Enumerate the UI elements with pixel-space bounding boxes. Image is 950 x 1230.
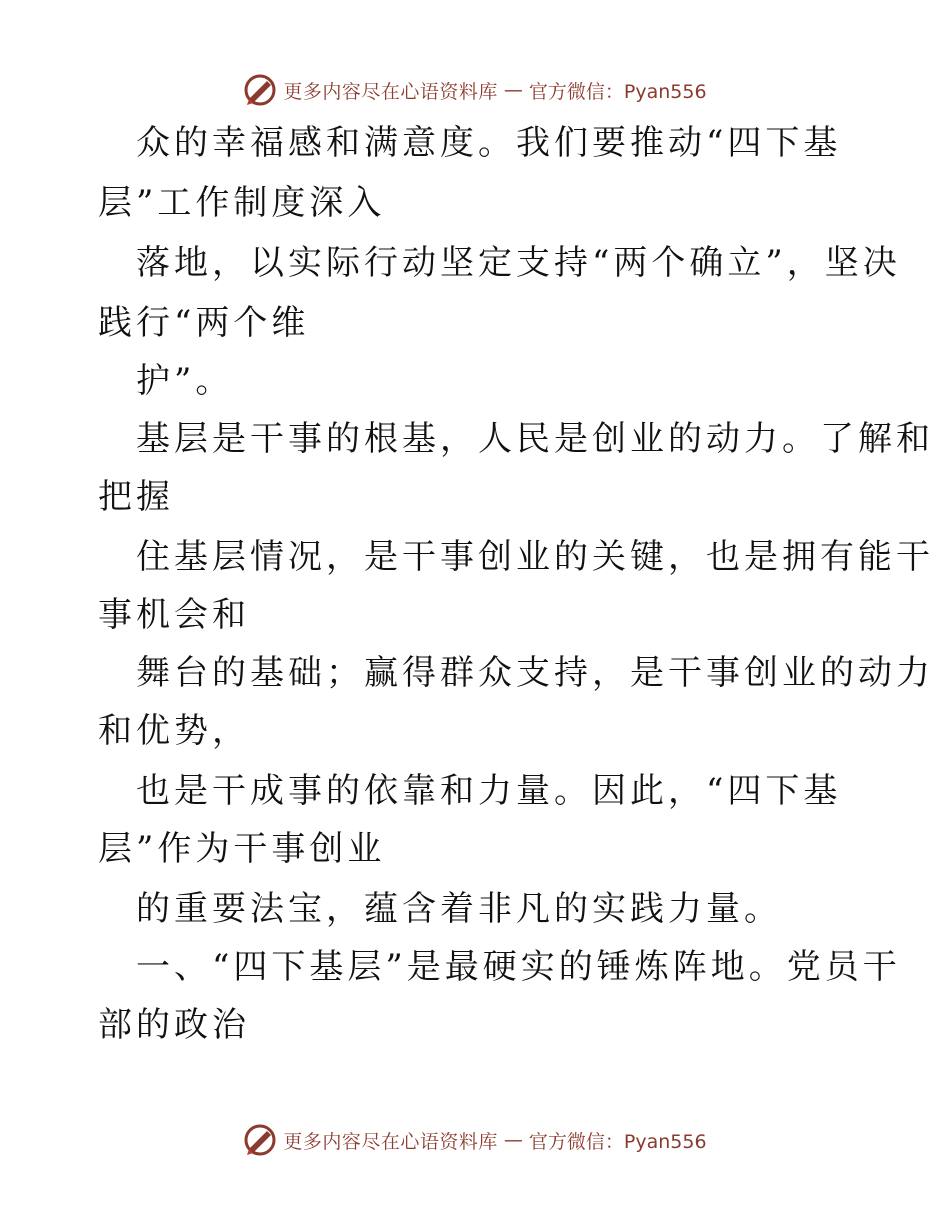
body-line: 事机会和 [98, 595, 250, 635]
body-line: 众的幸福感和满意度。我们要推动“四下基 [136, 123, 842, 163]
header-separator: — [503, 79, 523, 101]
body-line: 和优势， [98, 711, 250, 751]
body-line: 层”工作制度深入 [98, 183, 386, 223]
pen-logo-icon [243, 73, 277, 107]
footer-separator: — [503, 1129, 523, 1151]
body-line: 部的政治 [98, 1005, 250, 1045]
body-line: 的重要法宝，蕴含着非凡的实践力量。 [136, 889, 782, 929]
body-line: 护”。 [136, 361, 234, 401]
body-line: 一、“四下基层”是最硬实的锤炼阵地。党员干 [136, 947, 901, 987]
header-banner [0, 70, 950, 110]
body-line: 把握 [98, 477, 174, 517]
body-line: 基层是干事的根基，人民是创业的动力。了解和 [136, 419, 934, 459]
header-wechat-text: 官方微信：Pyan556 [528, 80, 707, 103]
header-site-text: 更多内容尽在心语资料库 [283, 80, 498, 103]
body-line: 层”作为干事创业 [98, 829, 386, 869]
body-line: 舞台的基础；赢得群众支持，是干事创业的动力 [136, 653, 934, 693]
footer-wechat-text: 官方微信：Pyan556 [528, 1130, 707, 1153]
footer-site-text: 更多内容尽在心语资料库 [283, 1130, 498, 1153]
body-line: 住基层情况，是干事创业的关键，也是拥有能干 [136, 537, 934, 577]
body-line: 也是干成事的依靠和力量。因此，“四下基 [136, 771, 842, 811]
pen-logo-icon [243, 1123, 277, 1157]
body-line: 落地，以实际行动坚定支持“两个确立”，坚决 [136, 243, 901, 283]
body-line: 践行“两个维 [98, 303, 310, 343]
footer-banner [0, 1120, 950, 1160]
